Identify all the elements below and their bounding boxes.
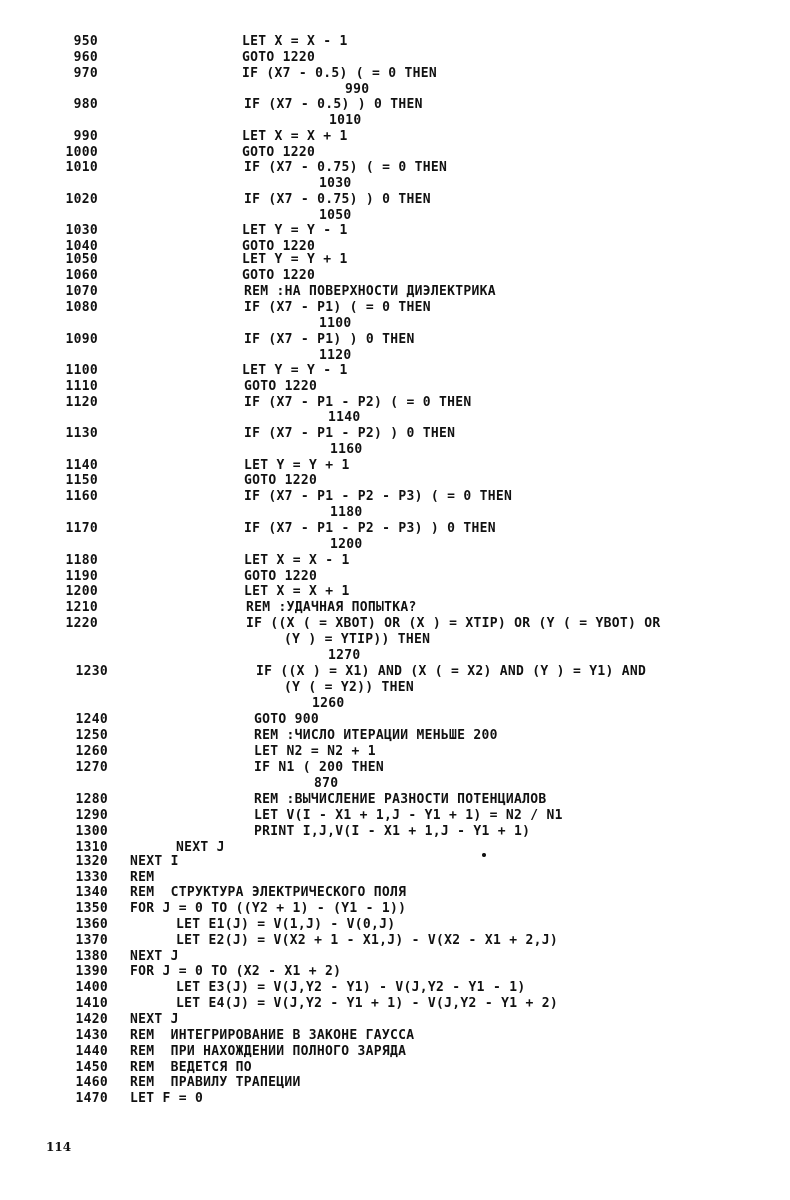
code-statement: IF (X7 - P1 - P2) ) 0 THEN (244, 426, 456, 441)
line-number: 1460 (75, 1075, 108, 1090)
line-number: 1250 (75, 728, 108, 743)
line-number: 1100 (65, 363, 98, 378)
line-number: 1040 (65, 239, 98, 254)
code-statement: GOTO 900 (254, 712, 320, 727)
line-number: 1030 (65, 223, 98, 238)
line-number: 1230 (75, 664, 108, 679)
line-number: 960 (73, 50, 98, 65)
code-statement: GOTO 1220 (242, 268, 316, 283)
code-statement: LET Y = Y + 1 (242, 252, 348, 267)
code-continuation: (Y ) = YTIP)) THEN (284, 632, 431, 647)
line-number: 1280 (75, 792, 108, 807)
code-statement: IF (X7 - 0.75) ) 0 THEN (244, 192, 431, 207)
line-number: 1390 (75, 964, 108, 979)
code-continuation: 1200 (330, 537, 363, 552)
code-statement: LET Y = Y - 1 (242, 223, 348, 238)
code-statement: REM ИНТЕГРИРОВАНИЕ В ЗАКОНЕ ГАУССА (130, 1028, 415, 1043)
code-statement: LET V(I - X1 + 1,J - Y1 + 1) = N2 / N1 (254, 808, 563, 823)
line-number: 1430 (75, 1028, 108, 1043)
code-statement: REM :УДАЧНАЯ ПОПЫТКА? (246, 600, 417, 615)
code-statement: GOTO 1220 (244, 569, 318, 584)
line-number: 1450 (75, 1060, 108, 1075)
code-statement: IF (X7 - P1) ) 0 THEN (244, 332, 415, 347)
line-number: 1420 (75, 1012, 108, 1027)
code-statement: GOTO 1220 (244, 473, 318, 488)
stray-mark (482, 853, 486, 857)
code-statement: NEXT J (130, 1012, 179, 1027)
line-number: 1070 (65, 284, 98, 299)
line-number: 1340 (75, 885, 108, 900)
code-statement: IF (X7 - 0.75) ( = 0 THEN (244, 160, 448, 175)
line-number: 1370 (75, 933, 108, 948)
code-statement: PRINT I,J,V(I - X1 + 1,J - Y1 + 1) (254, 824, 531, 839)
line-number: 1410 (75, 996, 108, 1011)
code-continuation: 1050 (319, 208, 352, 223)
line-number: 990 (73, 129, 98, 144)
code-statement: REM ПРИ НАХОЖДЕНИИ ПОЛНОГО ЗАРЯДА (130, 1044, 407, 1059)
code-continuation: 1270 (328, 648, 361, 663)
code-statement: FOR J = 0 TO (X2 - X1 + 2) (130, 964, 342, 979)
code-statement: FOR J = 0 TO ((Y2 + 1) - (Y1 - 1)) (130, 901, 407, 916)
code-statement: LET Y = Y - 1 (242, 363, 348, 378)
code-statement: GOTO 1220 (242, 50, 316, 65)
line-number: 1140 (65, 458, 98, 473)
line-number: 1360 (75, 917, 108, 932)
code-statement: REM СТРУКТУРА ЭЛЕКТРИЧЕСКОГО ПОЛЯ (130, 885, 407, 900)
line-number: 1010 (65, 160, 98, 175)
code-statement: LET X = X + 1 (244, 584, 350, 599)
code-statement: NEXT J (176, 840, 225, 855)
code-statement: IF (X7 - 0.5) ) 0 THEN (244, 97, 423, 112)
line-number: 1170 (65, 521, 98, 536)
line-number: 970 (73, 66, 98, 81)
code-statement: LET E4(J) = V(J,Y2 - Y1 + 1) - V(J,Y2 - Y1 + 2) (176, 996, 558, 1011)
line-number: 1300 (75, 824, 108, 839)
code-statement: IF ((X ) = X1) AND (X ( = X2) AND (Y ) = Y1) AND (256, 664, 647, 679)
code-statement: GOTO 1220 (242, 239, 316, 254)
line-number: 1380 (75, 949, 108, 964)
line-number: 1400 (75, 980, 108, 995)
code-continuation: 1030 (319, 176, 352, 191)
code-continuation: 1260 (312, 696, 345, 711)
code-statement: GOTO 1220 (242, 145, 316, 160)
line-number: 1220 (65, 616, 98, 631)
line-number: 1020 (65, 192, 98, 207)
code-statement: REM (130, 870, 155, 885)
line-number: 1150 (65, 473, 98, 488)
line-number: 1260 (75, 744, 108, 759)
line-number: 950 (73, 34, 98, 49)
code-statement: IF ((X ( = XBOT) OR (X ) = XTIP) OR (Y ( = YBOT) OR (246, 616, 661, 631)
code-statement: REM ПРАВИЛУ ТРАПЕЦИИ (130, 1075, 301, 1090)
line-number: 1110 (65, 379, 98, 394)
line-number: 1130 (65, 426, 98, 441)
line-number: 1180 (65, 553, 98, 568)
line-number: 1290 (75, 808, 108, 823)
code-statement: REM :ВЫЧИСЛЕНИЕ РАЗНОСТИ ПОТЕНЦИАЛОВ (254, 792, 547, 807)
line-number: 1050 (65, 252, 98, 267)
code-statement: IF (X7 - 0.5) ( = 0 THEN (242, 66, 438, 81)
code-continuation: 1160 (330, 442, 363, 457)
code-statement: IF (X7 - P1) ( = 0 THEN (244, 300, 431, 315)
code-continuation: 1120 (319, 348, 352, 363)
page-number: 114 (46, 1140, 72, 1154)
line-number: 1080 (65, 300, 98, 315)
code-statement: IF (X7 - P1 - P2) ( = 0 THEN (244, 395, 472, 410)
line-number: 1200 (65, 584, 98, 599)
code-statement: IF (X7 - P1 - P2 - P3) ( = 0 THEN (244, 489, 513, 504)
code-continuation: 870 (314, 776, 339, 791)
code-statement: REM :ЧИСЛО ИТЕРАЦИИ МЕНЬШЕ 200 (254, 728, 498, 743)
code-statement: LET E1(J) = V(1,J) - V(0,J) (176, 917, 396, 932)
line-number: 1090 (65, 332, 98, 347)
code-statement: LET N2 = N2 + 1 (254, 744, 376, 759)
line-number: 980 (73, 97, 98, 112)
code-statement: REM :НА ПОВЕРХНОСТИ ДИЭЛЕКТРИКА (244, 284, 496, 299)
line-number: 1330 (75, 870, 108, 885)
code-statement: GOTO 1220 (244, 379, 318, 394)
line-number: 1470 (75, 1091, 108, 1106)
code-statement: LET E2(J) = V(X2 + 1 - X1,J) - V(X2 - X1 + 2,J) (176, 933, 558, 948)
code-continuation: 1010 (329, 113, 362, 128)
code-continuation: 1180 (330, 505, 363, 520)
line-number: 1270 (75, 760, 108, 775)
code-continuation: 990 (345, 82, 370, 97)
line-number: 1060 (65, 268, 98, 283)
line-number: 1120 (65, 395, 98, 410)
line-number: 1350 (75, 901, 108, 916)
code-statement: NEXT J (130, 949, 179, 964)
line-number: 1160 (65, 489, 98, 504)
code-statement: NEXT I (130, 854, 179, 869)
line-number: 1240 (75, 712, 108, 727)
code-continuation: (Y ( = Y2)) THEN (284, 680, 415, 695)
line-number: 1440 (75, 1044, 108, 1059)
line-number: 1310 (75, 840, 108, 855)
code-statement: REM ВЕДЕТСЯ ПО (130, 1060, 252, 1075)
line-number: 1210 (65, 600, 98, 615)
code-statement: LET Y = Y + 1 (244, 458, 350, 473)
code-continuation: 1140 (328, 410, 361, 425)
code-statement: LET E3(J) = V(J,Y2 - Y1) - V(J,Y2 - Y1 - 1) (176, 980, 526, 995)
code-statement: IF (X7 - P1 - P2 - P3) ) 0 THEN (244, 521, 496, 536)
code-statement: IF N1 ( 200 THEN (254, 760, 385, 775)
code-continuation: 1100 (319, 316, 352, 331)
code-statement: LET X = X - 1 (244, 553, 350, 568)
code-statement: LET X = X - 1 (242, 34, 348, 49)
line-number: 1190 (65, 569, 98, 584)
code-statement: LET F = 0 (130, 1091, 204, 1106)
line-number: 1000 (65, 145, 98, 160)
code-statement: LET X = X + 1 (242, 129, 348, 144)
line-number: 1320 (75, 854, 108, 869)
